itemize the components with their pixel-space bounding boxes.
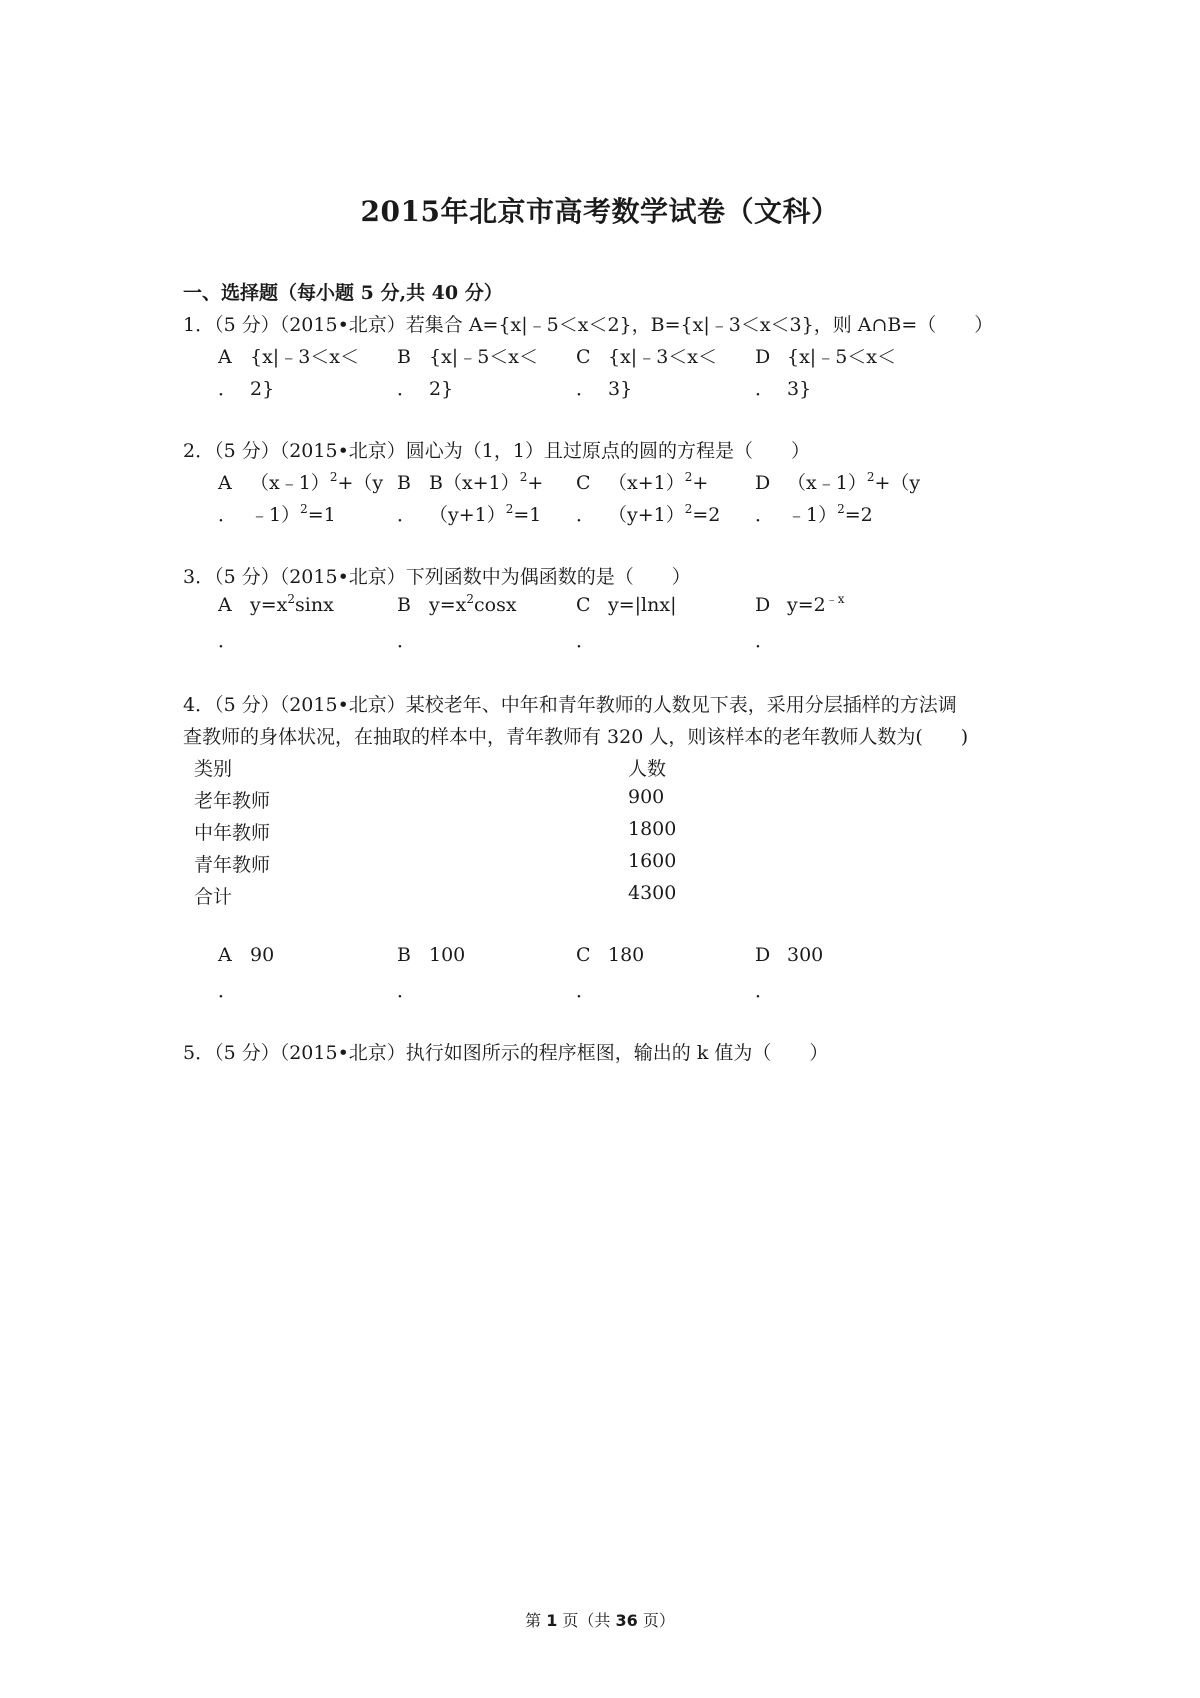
q3-option-b	[397, 594, 517, 616]
option-text: y=2	[787, 594, 826, 616]
q3-option-d	[755, 594, 845, 616]
option-letter: A	[218, 472, 232, 494]
q4-option-b	[397, 944, 465, 966]
option-letter: C	[576, 346, 591, 368]
exponent: 2	[300, 502, 308, 516]
footer-text: 页（共	[557, 1611, 616, 1630]
option-text: =1	[513, 504, 542, 526]
table-cell: 中年教师	[194, 822, 271, 844]
page-number: 1	[546, 1611, 558, 1630]
option-letter: B	[397, 346, 411, 368]
option-letter: A	[218, 944, 232, 966]
option-dot: ．	[397, 378, 417, 400]
option-dot: ．	[755, 504, 775, 526]
option-text: y=|lnx|	[608, 594, 677, 616]
option-letter: A	[218, 346, 232, 368]
option-dot: ．	[755, 378, 775, 400]
option-dot: ．	[576, 504, 596, 526]
option-text: +	[527, 472, 544, 494]
option-text: =2	[692, 504, 721, 526]
option-letter: D	[755, 472, 771, 494]
exponent: 2	[866, 470, 875, 484]
option-letter: C	[576, 594, 591, 616]
option-text: =1	[307, 504, 336, 526]
option-text: （y+1）	[608, 504, 685, 526]
table-cell: 青年教师	[194, 854, 271, 876]
option-letter: D	[755, 944, 771, 966]
q1-option-b-cont	[397, 374, 453, 401]
table-cell: 1800	[628, 818, 677, 840]
option-text: 300	[787, 944, 824, 966]
option-text: （x+1）	[608, 472, 685, 494]
table-header-count: 人数	[628, 758, 667, 780]
option-letter: D	[755, 346, 771, 368]
q1-option-d	[755, 342, 896, 369]
q4-option-d	[755, 944, 823, 966]
q3-option-a	[218, 594, 334, 616]
option-text: 2}	[250, 378, 275, 400]
option-text: sinx	[295, 594, 334, 616]
question-1-stem: 1．（5 分）（2015•北京）若集合 A={x|﹣5＜x＜2}，B={x|﹣3＜x＜3}，则 A∩B=（ ）	[183, 314, 994, 336]
option-text: {x|﹣5＜x＜	[429, 346, 539, 368]
option-letter: B	[397, 594, 411, 616]
option-dot: ．	[218, 504, 238, 526]
q2-option-c	[576, 468, 708, 495]
option-text: B（x+1）	[429, 472, 520, 494]
exponent: 2	[837, 502, 845, 516]
option-text: 3}	[787, 378, 812, 400]
q2-option-d	[755, 468, 920, 495]
option-text: （y+1）	[429, 504, 506, 526]
q1-option-c	[576, 342, 717, 369]
option-text: +	[692, 472, 709, 494]
q2-option-b-cont	[397, 500, 541, 527]
option-text: 3}	[608, 378, 633, 400]
question-4-stem-line2: 查教师的身体状况，在抽取的样本中，青年教师有 320 人，则该样本的老年教师人数为( )	[183, 726, 969, 748]
q3-option-d-dot: ．	[755, 630, 775, 652]
option-text: （x﹣1）	[250, 472, 330, 494]
table-cell: 900	[628, 786, 665, 808]
q4-option-b-dot: ．	[397, 980, 417, 1002]
option-dot: ．	[576, 378, 596, 400]
table-cell: 合计	[194, 886, 233, 908]
option-text: （x﹣1）	[787, 472, 867, 494]
option-text: cosx	[474, 594, 517, 616]
footer-text: 页）	[637, 1611, 675, 1630]
page-title: 2015年北京市高考数学试卷（文科）	[360, 195, 840, 228]
q4-option-c-dot: ．	[576, 980, 596, 1002]
question-3-stem: 3．（5 分）（2015•北京）下列函数中为偶函数的是（ ）	[183, 566, 691, 588]
q3-option-b-dot: ．	[397, 630, 417, 652]
exponent: 2	[505, 502, 514, 516]
option-text: y=x	[250, 594, 288, 616]
q2-option-b	[397, 468, 543, 495]
q1-option-b	[397, 342, 538, 369]
footer-text: 第	[525, 1611, 547, 1630]
total-pages: 36	[615, 1611, 638, 1630]
exponent: 2	[287, 592, 296, 606]
option-text: +（y	[874, 472, 921, 494]
q3-option-a-dot: ．	[218, 630, 238, 652]
option-dot: ．	[397, 504, 417, 526]
option-letter: B	[397, 472, 411, 494]
q4-option-a-dot: ．	[218, 980, 238, 1002]
q1-option-a-cont	[218, 374, 274, 401]
option-text: 180	[608, 944, 645, 966]
q4-option-a	[218, 944, 274, 966]
q2-option-c-cont	[576, 500, 720, 527]
q2-option-a	[218, 468, 383, 495]
q2-option-d-cont	[755, 500, 873, 527]
question-5-stem: 5．（5 分）（2015•北京）执行如图所示的程序框图，输出的 k 值为（ ）	[183, 1042, 829, 1064]
q1-option-c-cont	[576, 374, 632, 401]
exponent: ﹣x	[825, 592, 845, 606]
option-letter: D	[755, 594, 771, 616]
q2-option-a-cont	[218, 500, 336, 527]
page-footer	[0, 1608, 1200, 1631]
exponent: 2	[519, 470, 528, 484]
option-text: 90	[250, 944, 275, 966]
option-text: 2}	[429, 378, 454, 400]
q1-option-d-cont	[755, 374, 811, 401]
exponent: 2	[466, 592, 475, 606]
table-header-category: 类别	[194, 758, 233, 780]
option-text: ﹣1）	[250, 504, 301, 526]
question-4-stem-line1: 4．（5 分）（2015•北京）某校老年、中年和青年教师的人数见下表，采用分层插样的方法调	[183, 694, 957, 716]
option-text: ﹣1）	[787, 504, 838, 526]
option-text: {x|﹣3＜x＜	[608, 346, 718, 368]
q4-option-c	[576, 944, 644, 966]
section-heading: 一、选择题（每小题 5 分,共 40 分）	[183, 282, 503, 304]
exponent: 2	[684, 470, 693, 484]
q4-option-d-dot: ．	[755, 980, 775, 1002]
option-letter: C	[576, 472, 591, 494]
exponent: 2	[329, 470, 338, 484]
exponent: 2	[684, 502, 693, 516]
option-text: =2	[844, 504, 873, 526]
q3-option-c	[576, 594, 677, 616]
option-text: +（y	[337, 472, 384, 494]
option-text: {x|﹣5＜x＜	[787, 346, 897, 368]
option-letter: B	[397, 944, 411, 966]
table-cell: 老年教师	[194, 790, 271, 812]
question-2-stem: 2．（5 分）（2015•北京）圆心为（1，1）且过原点的圆的方程是（ ）	[183, 440, 810, 462]
table-cell: 1600	[628, 850, 677, 872]
option-letter: A	[218, 594, 232, 616]
table-cell: 4300	[628, 882, 677, 904]
option-dot: ．	[218, 378, 238, 400]
q3-option-c-dot: ．	[576, 630, 596, 652]
q1-option-a	[218, 342, 359, 369]
option-letter: C	[576, 944, 591, 966]
option-text: 100	[429, 944, 466, 966]
option-text: {x|﹣3＜x＜	[250, 346, 360, 368]
option-text: y=x	[429, 594, 467, 616]
